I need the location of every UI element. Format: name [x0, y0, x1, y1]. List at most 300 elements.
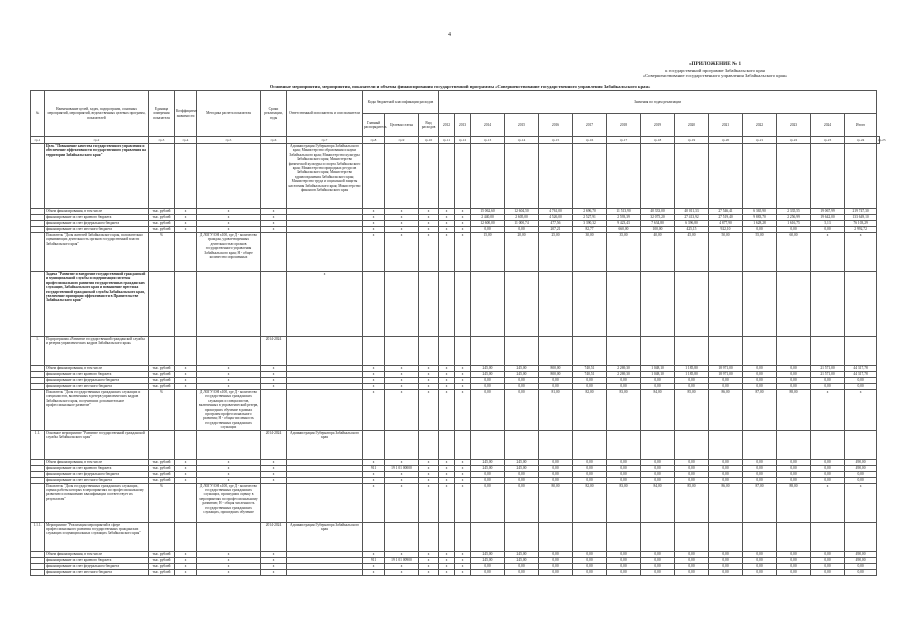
cell-value: 425,15 — [675, 227, 709, 233]
cell-unit: тыс. рублей — [149, 378, 175, 384]
cell-method — [197, 272, 261, 337]
cell-value: 0,00 — [539, 477, 573, 483]
cell-kbk-2: x — [385, 366, 419, 372]
cell-unit: тыс. рублей — [149, 209, 175, 215]
cell-value: x — [439, 557, 455, 563]
col-header-kbk-1: Главный распорядитель — [363, 114, 385, 137]
cell-kbk-3: x — [419, 215, 439, 221]
cell-value: 0,00 — [743, 465, 777, 471]
cell-total: x — [845, 390, 877, 431]
table-row-task — [31, 272, 880, 337]
cell-coef — [175, 144, 197, 209]
cell-executor — [287, 569, 363, 575]
col-header-year: 2013 — [455, 114, 471, 137]
col-header-name: Наименование целей, задач, подпрограмм, основных мероприятий, мероприятий, ведомственных целевых программ, показателей — [45, 91, 149, 137]
col-header-total: Итого — [845, 114, 877, 137]
cell-coef: x — [175, 366, 197, 372]
cell-value: 0,00 — [607, 569, 641, 575]
cell-value — [641, 144, 675, 209]
cell-kbk-2: 19 1 01 00000 — [385, 465, 419, 471]
cell-method: x — [197, 569, 261, 575]
cell-value: x — [455, 215, 471, 221]
cell-method: x — [197, 215, 261, 221]
cell-name: финансирование за счет краевого бюджета — [45, 215, 149, 221]
cell-period: x — [261, 557, 287, 563]
cell-value: 0,00 — [573, 465, 607, 471]
cell-value: 0,00 — [471, 483, 505, 522]
cell-kbk-2: x — [385, 483, 419, 522]
cell-kbk-2: x — [385, 378, 419, 384]
cell-period: x — [261, 569, 287, 575]
cell-coef: x — [175, 477, 197, 483]
cell-value: x — [439, 459, 455, 465]
cell-value: 0,00 — [743, 378, 777, 384]
cell-kbk-1: x — [363, 227, 385, 233]
cell-unit: тыс. рублей — [149, 384, 175, 390]
cell-value — [675, 272, 709, 337]
cell-value — [709, 337, 743, 366]
cell-name: финансирование за счет федерального бюджета — [45, 563, 149, 569]
col-header-year: 2018 — [607, 114, 641, 137]
cell-value: 19 642,00 — [811, 215, 845, 221]
column-number: гр.5 — [197, 137, 261, 144]
cell-value: 86,00 — [709, 390, 743, 431]
cell-value: 0,00 — [675, 551, 709, 557]
appendix-header — [600, 62, 830, 79]
cell-value: 0,00 — [607, 465, 641, 471]
cell-period — [261, 272, 287, 337]
cell-value — [471, 144, 505, 209]
cell-value: 0,00 — [641, 569, 675, 575]
cell-value: 85,00 — [675, 390, 709, 431]
cell-no — [31, 569, 45, 575]
cell-value: 27 546,41 — [709, 209, 743, 215]
cell-value: 27 413,92 — [675, 215, 709, 221]
cell-name: финансирование за счет федерального бюджета — [45, 378, 149, 384]
cell-value: 12 604,50 — [505, 209, 539, 215]
cell-kbk-2: x — [385, 215, 419, 221]
appendix-title: «ПРИЛОЖЕНИЕ № 1 — [688, 61, 742, 67]
cell-kbk-2: x — [385, 390, 419, 431]
cell-kbk-2: x — [385, 384, 419, 390]
cell-total: 0,00 — [845, 384, 877, 390]
cell-value — [641, 337, 675, 366]
cell-method — [197, 430, 261, 459]
cell-value: 800,00 — [539, 372, 573, 378]
cell-value — [607, 144, 641, 209]
cell-unit: тыс. рублей — [149, 221, 175, 227]
cell-period: x — [261, 459, 287, 465]
cell-total: 76 103,29 — [845, 221, 877, 227]
document-title: Основные мероприятия, мероприятия, показатели и объемы финансирования государственной программы «Совершенствование государственного управления Забайкальского края» — [269, 84, 651, 89]
cell-value — [471, 337, 505, 366]
cell-value: 0,00 — [777, 384, 811, 390]
cell-unit: тыс. рублей — [149, 215, 175, 221]
cell-value — [573, 430, 607, 459]
cell-value: 21 571,00 — [811, 366, 845, 372]
col-header-period: Сроки реализации, годы — [261, 91, 287, 137]
cell-value — [607, 522, 641, 551]
cell-period — [261, 233, 287, 272]
cell-value: 0,00 — [573, 384, 607, 390]
cell-kbk-2: x — [385, 569, 419, 575]
cell-value: 30,00 — [573, 233, 607, 272]
column-number: гр.10 — [419, 137, 439, 144]
cell-value: x — [455, 471, 471, 477]
cell-value — [811, 522, 845, 551]
cell-total — [845, 430, 877, 459]
cell-name: финансирование за счет федерального бюджета — [45, 221, 149, 227]
cell-kbk-1 — [363, 522, 385, 551]
cell-value: 0,00 — [709, 551, 743, 557]
cell-value: x — [455, 563, 471, 569]
cell-value — [455, 337, 471, 366]
cell-period — [261, 390, 287, 431]
cell-value: 0,00 — [471, 471, 505, 477]
cell-value: 0,00 — [471, 477, 505, 483]
column-number: гр.21 — [743, 137, 777, 144]
cell-value — [743, 337, 777, 366]
cell-name: Подпрограмма «Развитие государственной гражданской службы и резерва управленческих кадров Забайкальского края» — [45, 337, 149, 366]
cell-coef — [175, 272, 197, 337]
cell-method: x — [197, 378, 261, 384]
cell-kbk-1: x — [363, 221, 385, 227]
cell-value: 0,00 — [539, 551, 573, 557]
cell-value: x — [439, 465, 455, 471]
cell-kbk-1: x — [363, 366, 385, 372]
cell-no — [31, 272, 45, 337]
cell-value: 0,00 — [539, 384, 573, 390]
cell-value: x — [455, 227, 471, 233]
cell-value — [455, 430, 471, 459]
cell-value: 1 048,10 — [641, 366, 675, 372]
cell-value: x — [439, 366, 455, 372]
cell-kbk-1: x — [363, 378, 385, 384]
cell-kbk-1: x — [363, 384, 385, 390]
cell-value: 1 616,75 — [777, 221, 811, 227]
cell-coef — [175, 483, 197, 522]
cell-value: 0,00 — [641, 557, 675, 563]
cell-unit — [149, 522, 175, 551]
cell-no — [31, 483, 45, 522]
cell-value: 245,00 — [471, 465, 505, 471]
cell-value: 88,00 — [777, 390, 811, 431]
cell-kbk-1: x — [363, 390, 385, 431]
cell-kbk-2: x — [385, 233, 419, 272]
cell-total: x — [845, 233, 877, 272]
cell-value: x — [439, 215, 455, 221]
cell-value: 0,00 — [709, 563, 743, 569]
cell-value: 27 519,40 — [709, 215, 743, 221]
cell-value: x — [455, 233, 471, 272]
cell-kbk-3: x — [419, 366, 439, 372]
cell-kbk-3: x — [419, 551, 439, 557]
cell-total: 44 317,78 — [845, 366, 877, 372]
cell-value: 2 593,39 — [607, 215, 641, 221]
cell-method: Д ЛОГУ/ОН х100, где Д - количество государственных гражданских служащих, прошедших оценку в мероприятиях по профессиональному развитию; Н - общая численность государственных гражданских служащих, прошедших обучение — [197, 483, 261, 522]
cell-value — [539, 144, 573, 209]
col-header-year: 2012 — [439, 114, 455, 137]
cell-value: 0,00 — [573, 459, 607, 465]
cell-value — [777, 337, 811, 366]
cell-value: 40,00 — [641, 233, 675, 272]
cell-value: 0,00 — [811, 563, 845, 569]
cell-value: x — [439, 563, 455, 569]
col-header-values-group: Значения по годам реализации — [439, 91, 877, 114]
cell-no: 1. — [31, 337, 45, 366]
cell-name: Объем финансирования, в том числе — [45, 551, 149, 557]
cell-kbk-1: x — [363, 551, 385, 557]
cell-value: 1 185,80 — [675, 372, 709, 378]
cell-value: 245,00 — [505, 465, 539, 471]
cell-executor: Администрация Губернатора Забайкальского края — [287, 522, 363, 551]
cell-value: 55,00 — [743, 233, 777, 272]
cell-kbk-3: x — [419, 384, 439, 390]
cell-total: 0,00 — [845, 471, 877, 477]
cell-name: финансирование за счет местного бюджета — [45, 227, 149, 233]
cell-value: 922,10 — [709, 227, 743, 233]
cell-name: Показатель "Доля государственных гражданских служащих и специалистов, включенных в резерв управленческих кадров Забайкальского края, получивших дополнительное профессиональное развитие" — [45, 390, 149, 431]
cell-kbk-1: 911 — [363, 557, 385, 563]
cell-value: 0,00 — [675, 563, 709, 569]
cell-value: 0,00 — [471, 390, 505, 431]
cell-coef: x — [175, 471, 197, 477]
cell-value: 800,00 — [539, 366, 573, 372]
cell-kbk-3: x — [419, 569, 439, 575]
cell-executor — [287, 337, 363, 366]
cell-method: x — [197, 384, 261, 390]
cell-value: 0,00 — [709, 384, 743, 390]
cell-method — [197, 144, 261, 209]
cell-value — [471, 272, 505, 337]
cell-value: 0,00 — [743, 366, 777, 372]
cell-kbk-3: x — [419, 465, 439, 471]
col-header-year: 2019 — [641, 114, 675, 137]
cell-method: x — [197, 372, 261, 378]
cell-kbk-2: x — [385, 459, 419, 465]
cell-value: 9 883,70 — [743, 215, 777, 221]
cell-unit — [149, 337, 175, 366]
cell-value: 660,00 — [607, 227, 641, 233]
cell-no: 1.1. — [31, 430, 45, 459]
cell-coef: x — [175, 227, 197, 233]
cell-name: Объем финансирования, в том числе — [45, 459, 149, 465]
cell-coef: x — [175, 221, 197, 227]
cell-value: 245,00 — [505, 372, 539, 378]
cell-coef: x — [175, 569, 197, 575]
cell-value — [455, 272, 471, 337]
cell-value — [607, 430, 641, 459]
cell-value: 85,00 — [675, 483, 709, 522]
col-header-method: Методика расчета показателя — [197, 91, 261, 137]
cell-value: x — [811, 390, 845, 431]
cell-coef — [175, 337, 197, 366]
cell-value — [505, 430, 539, 459]
cell-value: 0,00 — [641, 378, 675, 384]
cell-value: 0,00 — [641, 477, 675, 483]
cell-value: 0,00 — [709, 569, 743, 575]
cell-method: x — [197, 477, 261, 483]
cell-value: x — [439, 384, 455, 390]
cell-kbk-3: x — [419, 378, 439, 384]
cell-value: 0,00 — [777, 366, 811, 372]
cell-value: 0,00 — [743, 569, 777, 575]
column-number: гр.12 — [455, 137, 471, 144]
cell-value — [539, 522, 573, 551]
cell-value: 12 600,00 — [471, 221, 505, 227]
cell-kbk-2 — [385, 522, 419, 551]
cell-value: 11 000,74 — [505, 221, 539, 227]
cell-value: 0,00 — [709, 557, 743, 563]
cell-unit — [149, 430, 175, 459]
cell-value: x — [455, 569, 471, 575]
cell-value: 0,00 — [743, 477, 777, 483]
table-header — [31, 91, 886, 144]
cell-coef: x — [175, 563, 197, 569]
cell-kbk-2: x — [385, 551, 419, 557]
cell-value — [641, 430, 675, 459]
cell-value — [811, 337, 845, 366]
cell-value — [709, 272, 743, 337]
cell-unit: тыс. рублей — [149, 569, 175, 575]
cell-value: 0,00 — [675, 557, 709, 563]
cell-kbk-2 — [385, 430, 419, 459]
cell-period: 2014-2024 — [261, 337, 287, 366]
cell-name: финансирование за счет местного бюджета — [45, 569, 149, 575]
cell-value: 0,00 — [709, 459, 743, 465]
cell-value: 0,00 — [573, 378, 607, 384]
cell-value — [675, 144, 709, 209]
cell-value: 0,00 — [777, 227, 811, 233]
cell-value: 0,00 — [709, 471, 743, 477]
cell-value — [539, 272, 573, 337]
column-number: гр.24 — [845, 137, 877, 144]
cell-value: 0,00 — [505, 563, 539, 569]
cell-value: 11 513,90 — [607, 209, 641, 215]
cell-kbk-3 — [419, 522, 439, 551]
cell-value: 245,00 — [471, 366, 505, 372]
cell-value: 0,00 — [539, 459, 573, 465]
cell-value: x — [455, 372, 471, 378]
cell-value: 0,00 — [573, 477, 607, 483]
cell-value: x — [455, 378, 471, 384]
cell-period: 2014-2024 — [261, 430, 287, 459]
cell-value: 4 877,90 — [709, 221, 743, 227]
cell-value: x — [455, 221, 471, 227]
cell-kbk-1: x — [363, 563, 385, 569]
col-header-kbk-2: Целевая статья — [385, 114, 419, 137]
column-number: гр.16 — [573, 137, 607, 144]
cell-method: x — [197, 209, 261, 215]
cell-name: Основное мероприятие "Развитие государственной гражданской службы Забайкальского края" — [45, 430, 149, 459]
cell-value: 245,00 — [505, 557, 539, 563]
cell-value — [573, 522, 607, 551]
cell-value: 0,00 — [777, 459, 811, 465]
cell-value: 0,00 — [777, 477, 811, 483]
cell-value: 87,00 — [743, 390, 777, 431]
cell-value: x — [811, 483, 845, 522]
cell-value: 0,00 — [777, 471, 811, 477]
cell-value — [675, 337, 709, 366]
program-table — [30, 90, 886, 576]
header-row — [31, 91, 880, 114]
cell-kbk-3 — [419, 144, 439, 209]
cell-coef: x — [175, 378, 197, 384]
cell-value: 0,00 — [471, 378, 505, 384]
cell-value: 19 067,99 — [811, 209, 845, 215]
cell-value: 0,00 — [539, 563, 573, 569]
cell-value: 0,00 — [777, 465, 811, 471]
cell-no: 1.1.1. — [31, 522, 45, 551]
cell-value: 15,00 — [471, 233, 505, 272]
col-header-kbk-3: Вид расходов — [419, 114, 439, 137]
col-header-year: 2016 — [539, 114, 573, 137]
cell-name: Объем финансирования, в том числе — [45, 366, 149, 372]
cell-value: x — [439, 471, 455, 477]
cell-value: 0,00 — [607, 471, 641, 477]
cell-value — [439, 430, 455, 459]
cell-kbk-3: x — [419, 477, 439, 483]
cell-value: 50,00 — [709, 233, 743, 272]
cell-value — [455, 522, 471, 551]
cell-value: 0,00 — [607, 477, 641, 483]
cell-value: 2 269,30 — [607, 372, 641, 378]
column-number: гр.13 — [471, 137, 505, 144]
cell-kbk-3: x — [419, 471, 439, 477]
cell-value — [607, 272, 641, 337]
cell-value: 0,00 — [607, 551, 641, 557]
cell-kbk-1: x — [363, 209, 385, 215]
cell-value: 2 269,30 — [607, 366, 641, 372]
cell-period — [261, 144, 287, 209]
cell-value: 0,00 — [743, 563, 777, 569]
col-header-year: 2014 — [471, 114, 505, 137]
cell-value: 15 062,60 — [471, 209, 505, 215]
cell-value — [811, 430, 845, 459]
cell-value: 2 440,00 — [471, 215, 505, 221]
cell-value: 6 365,90 — [743, 209, 777, 215]
column-number: гр.9 — [385, 137, 419, 144]
cell-kbk-2: x — [385, 221, 419, 227]
cell-value: 1 628,28 — [743, 221, 777, 227]
cell-value: x — [455, 477, 471, 483]
cell-value: 3 390,32 — [573, 221, 607, 227]
cell-kbk-2 — [385, 144, 419, 209]
cell-executor: Администрация Губернатора Забайкальского края — [287, 430, 363, 459]
cell-period: x — [261, 471, 287, 477]
cell-kbk-2: x — [385, 227, 419, 233]
table-row-fin — [31, 569, 880, 575]
cell-value: 0,00 — [539, 378, 573, 384]
column-number: гр.22 — [777, 137, 811, 144]
cell-value: 245,00 — [505, 551, 539, 557]
cell-value: 0,00 — [505, 384, 539, 390]
cell-method: x — [197, 221, 261, 227]
cell-value: 245,00 — [471, 557, 505, 563]
cell-value: 0,00 — [505, 483, 539, 522]
cell-value: 0,00 — [607, 459, 641, 465]
cell-coef: x — [175, 215, 197, 221]
cell-value: 0,00 — [641, 465, 675, 471]
cell-value: 0,00 — [573, 563, 607, 569]
cell-value — [439, 272, 455, 337]
cell-method — [197, 337, 261, 366]
cell-value: 86,00 — [709, 483, 743, 522]
cell-coef: x — [175, 459, 197, 465]
column-number: гр.17 — [607, 137, 641, 144]
cell-value: 0,00 — [743, 471, 777, 477]
column-number: гр.23 — [811, 137, 845, 144]
